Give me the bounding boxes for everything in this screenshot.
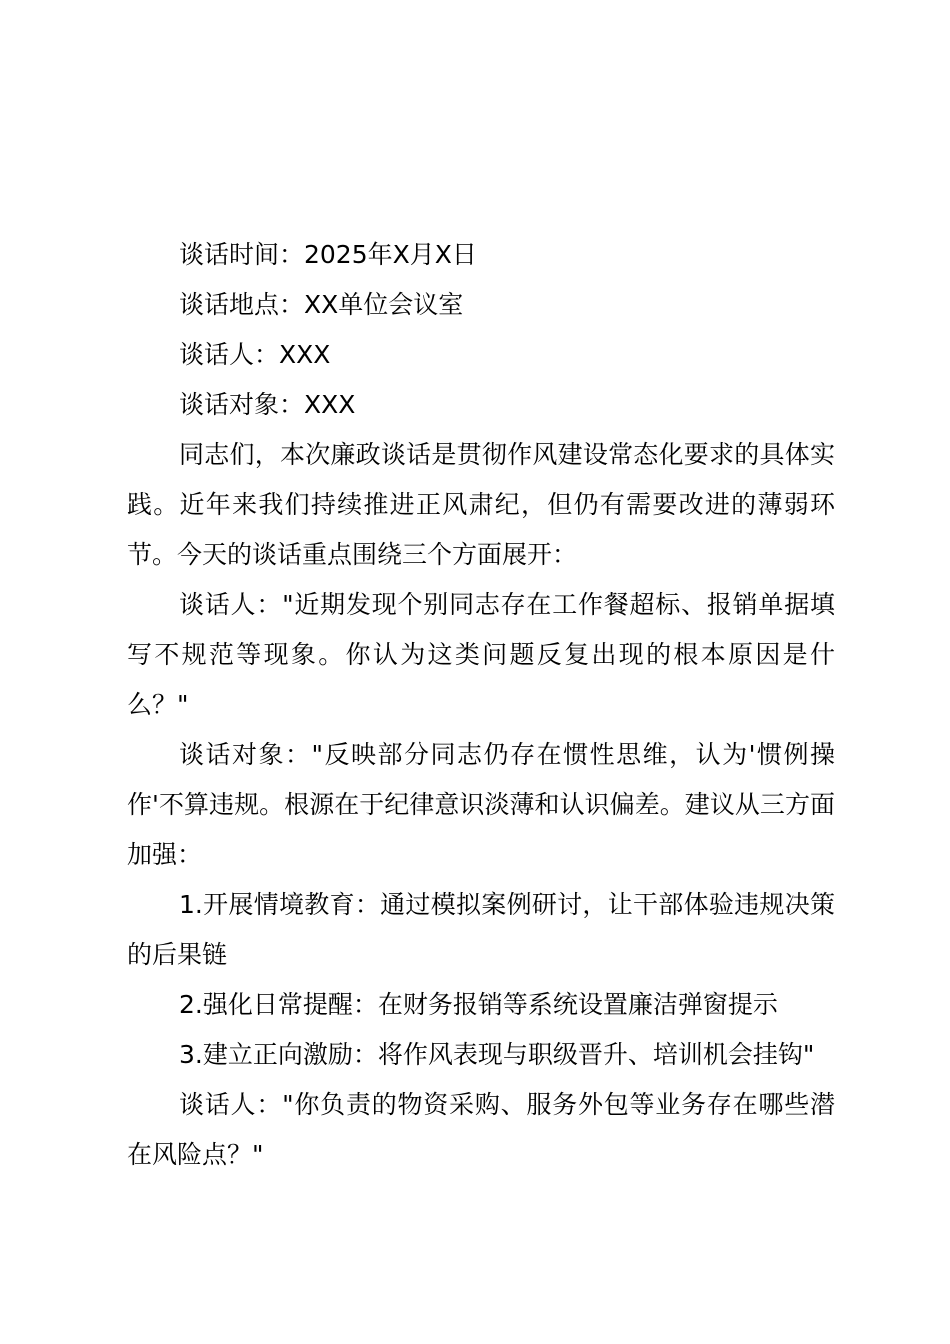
suggestion-item-3: 3.建立正向激励：将作风表现与职级晋升、培训机会挂钩" [179,1040,815,1069]
subject-answer-1: 谈话对象："反映部分同志仍存在惯性思维，认为'惯例操作'不算违规。根源在于纪律意识淡薄和认识偏差。建议从三方面加强： [127,740,835,869]
talker-question-1: 谈话人："近期发现个别同志存在工作餐超标、报销单据填写不规范等现象。你认为这类问题反复出现的根本原因是什么？" [127,590,835,719]
talk-time-line: 谈话时间：2025年X月X日 [179,240,477,269]
talker-line: 谈话人：XXX [179,340,331,369]
talk-location-line: 谈话地点：XX单位会议室 [179,290,464,319]
suggestion-item-2: 2.强化日常提醒：在财务报销等系统设置廉洁弹窗提示 [179,990,778,1019]
intro-paragraph: 同志们，本次廉政谈话是贯彻作风建设常态化要求的具体实践。近年来我们持续推进正风肃纪，但仍有需要改进的薄弱环节。今天的谈话重点围绕三个方面展开： [127,440,835,569]
talker-question-2: 谈话人："你负责的物资采购、服务外包等业务存在哪些潜在风险点？" [127,1090,835,1169]
talk-subject-line: 谈话对象：XXX [179,390,356,419]
document-body [127,230,835,1180]
suggestion-item-1: 1.开展情境教育：通过模拟案例研讨，让干部体验违规决策的后果链 [127,890,835,969]
